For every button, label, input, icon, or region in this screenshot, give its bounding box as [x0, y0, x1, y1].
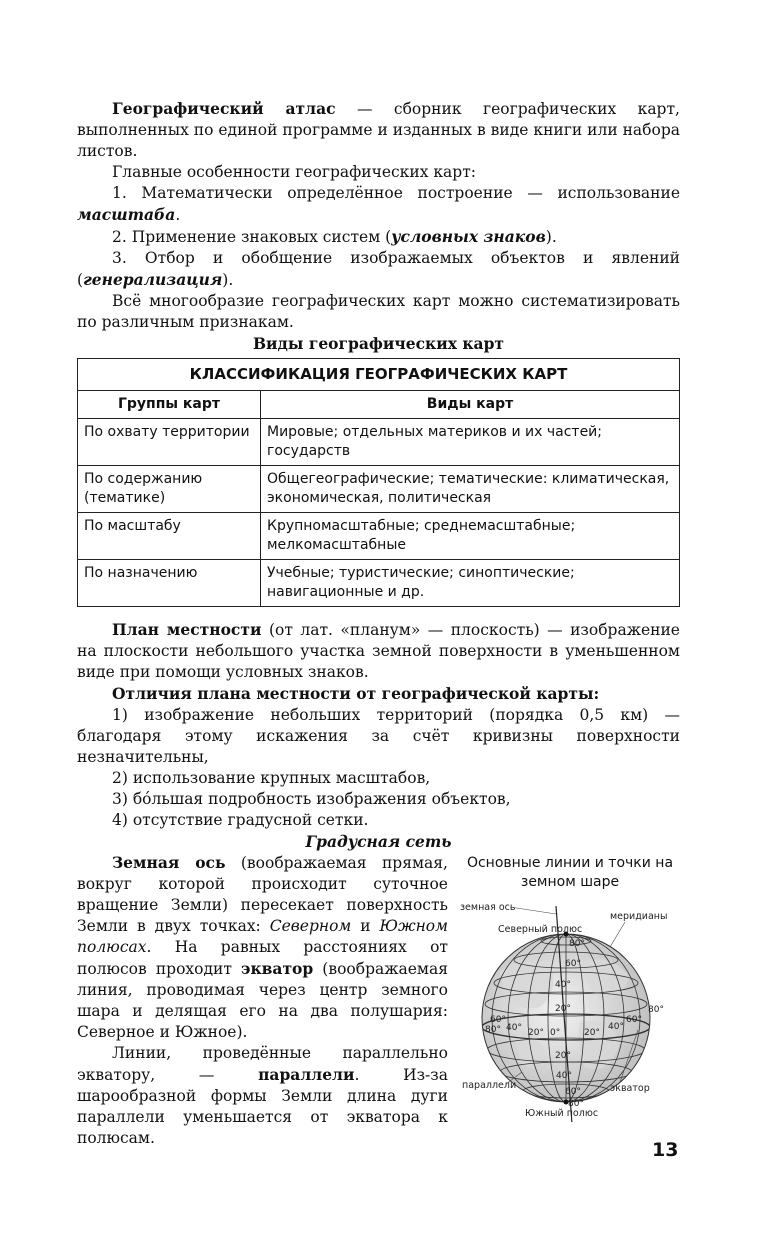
axis-text-a: (воображаемая прямая, вокруг которой происходит суточное вращение Земли) пересекает поверхность Земли в двух точках:	[77, 854, 448, 935]
feature-1-text: 1. Математически определённое построение — использование	[112, 184, 680, 202]
difference-4: 4) отсутствие градусной сетки.	[112, 811, 369, 829]
row-types: Общегеографические; тематические: климатическая, экономическая, политическая	[261, 466, 680, 513]
feature-1-end: .	[175, 206, 181, 224]
row-types: Учебные; туристические; синоптические; навигационные и др.	[261, 560, 680, 607]
lon-label: 80°	[485, 1025, 501, 1035]
feature-1	[77, 183, 680, 226]
row-group: По масштабу	[78, 513, 261, 560]
row-types: Мировые; отдельных материков и их частей; государств	[261, 419, 680, 466]
lat-label: 40°	[556, 1071, 572, 1081]
axis-term: Земная ось	[112, 853, 226, 872]
lon-label: 20°	[528, 1028, 544, 1038]
figure-caption: Основные линии и точки на земном шаре	[466, 855, 674, 890]
feature-3-term: генерализация	[83, 270, 223, 289]
grid-heading: Градусная сеть	[305, 832, 452, 851]
atlas-definition: — сборник географических карт, выполненных по единой программе и изданных в виде книги или набора листов.	[77, 100, 680, 160]
label-earth-axis: земная ось	[460, 902, 516, 913]
page-body	[77, 98, 680, 1149]
row-group: По содержанию (тематике)	[78, 466, 261, 513]
feature-2	[77, 226, 680, 248]
label-north-pole: Северный полюс	[498, 924, 583, 935]
lat-label: 80°	[569, 939, 585, 949]
label-meridians: меридианы	[610, 911, 668, 922]
label-parallels: параллели	[462, 1080, 517, 1091]
lat-label: 60°	[565, 959, 581, 969]
table-row	[78, 513, 680, 560]
lon-label: 60°	[626, 1015, 642, 1025]
atlas-paragraph	[77, 98, 680, 162]
table-heading: Виды географических карт	[252, 334, 505, 353]
feature-2-end: ).	[545, 228, 557, 246]
axis-and: и	[351, 917, 380, 935]
label-south-pole: Южный полюс	[525, 1108, 599, 1119]
table-row	[78, 466, 680, 513]
lat-label: 40°	[555, 980, 571, 990]
axis-text-b: . На равных расстояниях от полюсов проходит	[77, 938, 448, 978]
table-caption: КЛАССИФИКАЦИЯ ГЕОГРАФИЧЕСКИХ КАРТ	[78, 359, 680, 391]
axis-text-c: (воображаемая линия, проводимая через центр земного шара и делящая его на два полушария: Северное и Южное).	[77, 960, 448, 1041]
parallels-term: параллели	[258, 1065, 355, 1084]
label-equator: экватор	[610, 1083, 650, 1094]
feature-2-term: условных знаков	[391, 227, 546, 246]
lat-label: 80°	[568, 1099, 584, 1109]
feature-3-end: ).	[222, 271, 234, 289]
parallels-text-b: . Из-за шарообразной формы Земли длина дуги параллели уменьшается от экватора к полюсам.	[77, 1066, 448, 1147]
lat-label: 0°	[550, 1028, 561, 1038]
south-pole-term: Южном полюсах	[77, 917, 448, 956]
globe-figure	[460, 854, 680, 1128]
differences-heading	[77, 683, 680, 705]
globe-diagram	[460, 892, 680, 1122]
parallels-text-a: Линии, проведённые параллельно экватору, —	[77, 1044, 448, 1084]
differences-heading-text: Отличия плана местности от географической карты:	[112, 684, 600, 703]
features-lead: Главные особенности географических карт:	[112, 163, 477, 181]
table-row	[78, 560, 680, 607]
plan-paragraph	[77, 619, 680, 683]
feature-2-text: 2. Применение знаковых систем (	[112, 228, 392, 246]
lat-label: 20°	[555, 1004, 571, 1014]
feature-3	[77, 248, 680, 291]
difference-2: 2) использование крупных масштабов,	[112, 769, 431, 787]
atlas-term: Географический атлас	[112, 99, 336, 118]
lon-label: 20°	[584, 1028, 600, 1038]
variety-paragraph: Всё многообразие географических карт можно систематизировать по различным признакам.	[77, 292, 680, 331]
equator-term: экватор	[241, 959, 314, 978]
difference-1: 1) изображение небольших территорий (порядка 0,5 км) — благодаря этому искажения за счёт кривизны поверхности незначительны,	[77, 706, 680, 766]
plan-term: План местности	[112, 620, 262, 639]
page-number: 13	[652, 1139, 679, 1161]
row-types: Крупномасштабные; среднемасштабные; мелкомасштабные	[261, 513, 680, 560]
column-header-types: Виды карт	[261, 391, 680, 419]
difference-3: 3) бóльшая подробность изображения объектов,	[112, 790, 511, 808]
lat-label: 20°	[555, 1051, 571, 1061]
row-group: По назначению	[78, 560, 261, 607]
plan-definition: (от лат. «планум» — плоскость) — изображение на плоскости небольшого участка земной поверхности в уменьшенном виде при помощи условных знаков.	[77, 621, 680, 681]
lon-label: 80°	[648, 1005, 664, 1015]
north-pole-term: Северном	[269, 917, 352, 935]
feature-3-text: 3. Отбор и обобщение изображаемых объектов и явлений (	[77, 249, 680, 289]
lon-label: 40°	[608, 1022, 624, 1032]
lon-label: 60°	[490, 1015, 506, 1025]
row-group: По охвату территории	[78, 419, 261, 466]
feature-1-term: масштаба	[77, 205, 176, 224]
table-row	[78, 419, 680, 466]
classification-table	[77, 358, 680, 607]
column-header-groups: Группы карт	[78, 391, 261, 419]
lon-label: 40°	[506, 1023, 522, 1033]
lat-label: 60°	[565, 1087, 581, 1097]
